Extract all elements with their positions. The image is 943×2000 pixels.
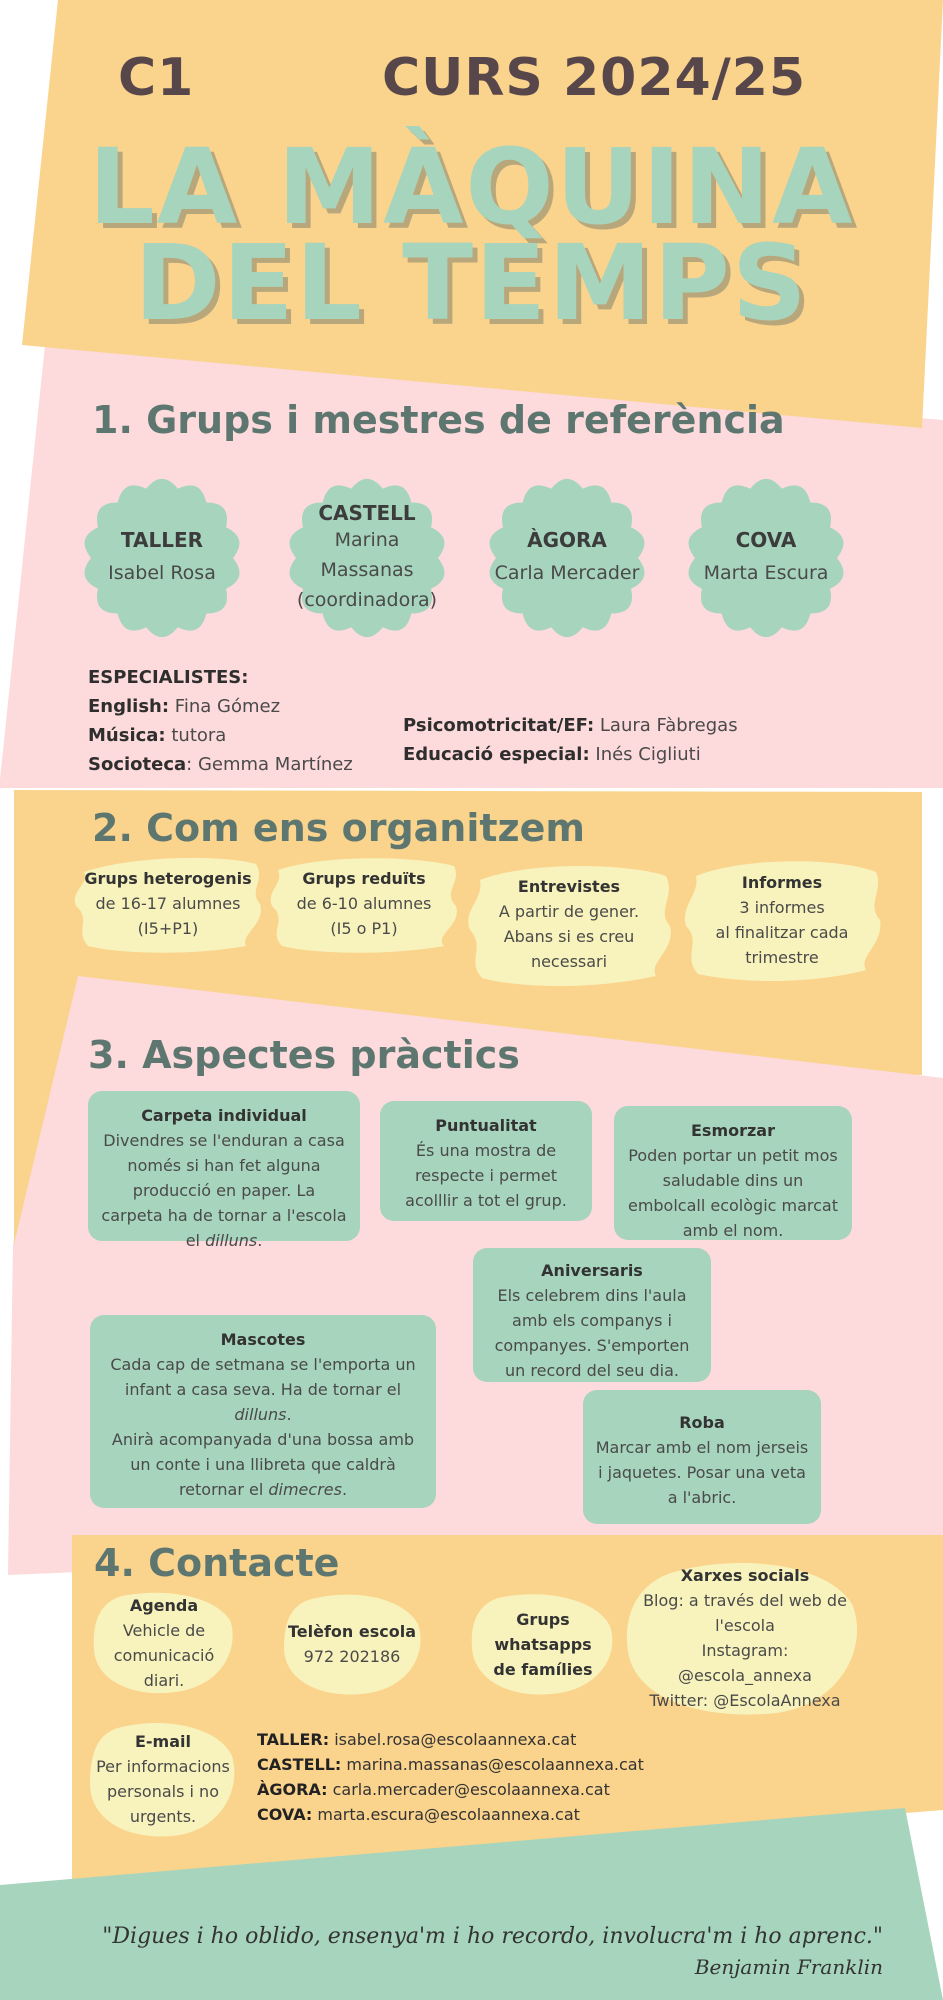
card-text: Marcar amb el nom jerseis i jaquetes. Posar una veta a l'abric. xyxy=(595,1438,809,1507)
contact-line: personals i no xyxy=(107,1782,219,1801)
specialist-name: tutora xyxy=(171,725,227,746)
main-title-line2: DEL TEMPS xyxy=(134,222,809,344)
card-title: Aniversaris xyxy=(541,1261,643,1280)
org-item-title: Informes xyxy=(741,873,823,892)
course-code: C1 xyxy=(118,48,195,108)
contact-social xyxy=(626,1560,864,1716)
contact-telefon xyxy=(282,1592,422,1696)
group-name: TALLER xyxy=(120,528,204,552)
specialists-heading: ESPECIALISTES: xyxy=(88,667,249,688)
specialist-role: Educació especial: xyxy=(403,744,590,765)
specialist-role: Música: xyxy=(88,725,166,746)
org-item-line: Abans si es creu xyxy=(503,927,635,946)
email-group: CASTELL: xyxy=(257,1755,342,1774)
card-text xyxy=(102,1352,424,1427)
org-reports xyxy=(680,854,884,986)
specialist-name: Inés Cigliuti xyxy=(595,744,701,765)
instagram-handle: @escola_annexa xyxy=(678,1666,812,1685)
card-text: Els celebrem dins l'aula amb els companys i companyes. S'emporten un record del seu dia. xyxy=(494,1286,690,1380)
card-aniversaris xyxy=(473,1248,711,1382)
card-text-part: Cada cap de setmana se l'emporta un infant a casa seva. Ha de tornar el xyxy=(110,1355,416,1399)
org-item-line: (I5+P1) xyxy=(137,918,199,938)
email-group: ÀGORA: xyxy=(257,1780,328,1799)
email-address[interactable]: isabel.rosa@escolaannexa.cat xyxy=(334,1730,577,1749)
card-text-emphasis: dilluns xyxy=(205,1231,258,1250)
specialist-row xyxy=(403,740,738,769)
specialists-right xyxy=(403,711,738,769)
specialist-name: Laura Fàbregas xyxy=(599,715,738,736)
card-title: Esmorzar xyxy=(690,1121,775,1140)
card-text-part: . xyxy=(257,1231,263,1250)
contact-title: Grups whatsapps xyxy=(494,1609,592,1654)
org-reduced-groups xyxy=(266,850,462,956)
card-esmorzar xyxy=(614,1106,852,1240)
email-group: TALLER: xyxy=(257,1730,330,1749)
group-castell xyxy=(279,470,455,646)
org-item-title: Grups reduïts xyxy=(302,868,426,888)
org-item-line: de 6-10 alumnes xyxy=(296,893,432,913)
org-item-title: Entrevistes xyxy=(517,877,621,896)
contact-line: Per informacions xyxy=(96,1757,230,1776)
org-item-line: al finalitzar cada xyxy=(715,923,849,942)
specialist-row xyxy=(88,721,353,750)
twitter-handle: Twitter: @EscolaAnnexa xyxy=(649,1691,841,1710)
specialist-row xyxy=(403,711,738,740)
email-list xyxy=(257,1727,644,1827)
org-item-title: Grups heterogenis xyxy=(84,868,252,888)
email-address[interactable]: marta.escura@escolaannexa.cat xyxy=(317,1805,580,1824)
contact-line: comunicació diari. xyxy=(113,1646,215,1690)
contact-title: de famílies xyxy=(493,1659,593,1679)
card-text-emphasis: dilluns xyxy=(234,1405,287,1424)
org-item-line: necessari xyxy=(530,952,608,971)
card-text xyxy=(100,1128,348,1253)
specialist-name: Fina Gómez xyxy=(174,696,281,717)
card-text-part: Divendres se l'enduran a casa només si han fet alguna producció en paper. La carpeta ha de tornar a l'escola el xyxy=(101,1131,347,1250)
org-item-line: (I5 o P1) xyxy=(330,918,398,938)
card-text-emphasis: dimecres xyxy=(268,1480,342,1499)
group-teacher: Marina Massanas (coordinadora) xyxy=(296,529,438,611)
org-item-line: 3 informes xyxy=(739,898,825,917)
contact-line: Blog: a través del web de xyxy=(643,1591,847,1610)
group-name: COVA xyxy=(735,528,797,552)
contact-line: urgents. xyxy=(129,1807,197,1826)
card-text: Poden portar un petit mos saludable dins un embolcall ecològic marcat amb el nom. xyxy=(627,1146,839,1240)
contact-line: Vehicle de xyxy=(122,1621,206,1640)
card-text-part: . xyxy=(286,1405,292,1424)
specialist-row xyxy=(88,750,353,779)
org-interviews xyxy=(462,858,676,990)
footer-author: Benjamin Franklin xyxy=(694,1955,883,1979)
card-carpeta xyxy=(88,1091,360,1250)
group-taller xyxy=(74,470,250,646)
card-text-part: Anirà acompanyada d'una bossa amb un conte i una llibreta que caldrà retornar el xyxy=(111,1430,415,1499)
course-year: CURS 2024/25 xyxy=(382,48,807,108)
email-group: COVA: xyxy=(257,1805,313,1824)
specialist-row xyxy=(88,692,353,721)
org-item-line: trimestre xyxy=(745,948,819,967)
specialist-name: : Gemma Martínez xyxy=(186,754,353,775)
specialist-role: English: xyxy=(88,696,170,717)
section2-title: 2. Com ens organitzem xyxy=(92,806,586,850)
org-heterogeneous-groups xyxy=(70,850,266,956)
email-row xyxy=(257,1752,644,1777)
group-teacher: Marta Escura xyxy=(703,562,829,584)
card-roba xyxy=(583,1390,821,1524)
email-row xyxy=(257,1777,644,1802)
section3-title: 3. Aspectes pràctics xyxy=(88,1033,520,1077)
contact-title: Telèfon escola xyxy=(287,1622,417,1641)
contact-title: Xarxes socials xyxy=(680,1566,810,1585)
contact-title: Agenda xyxy=(129,1596,199,1615)
footer-quote: "Digues i ho oblido, ensenya'm i ho recordo, involucra'm i ho aprenc." xyxy=(102,1924,883,1949)
card-title: Carpeta individual xyxy=(141,1106,307,1125)
contact-email xyxy=(88,1720,238,1838)
group-cova xyxy=(678,470,854,646)
contact-title: E-mail xyxy=(134,1732,191,1751)
specialists-left xyxy=(88,663,353,779)
group-name: CASTELL xyxy=(318,501,416,525)
specialist-role: Psicomotricitat/EF: xyxy=(403,715,595,736)
org-item-line: A partir de gener. xyxy=(498,902,640,921)
group-name: ÀGORA xyxy=(527,528,607,552)
email-address[interactable]: carla.mercader@escolaannexa.cat xyxy=(332,1780,610,1799)
contact-line: Instagram: xyxy=(701,1641,789,1660)
section1-title: 1. Grups i mestres de referència xyxy=(92,398,785,442)
section4-title: 4. Contacte xyxy=(94,1541,340,1585)
card-mascotes xyxy=(90,1315,436,1508)
card-title: Roba xyxy=(679,1413,725,1432)
group-teacher: Carla Mercader xyxy=(494,562,640,584)
org-item-line: de 16-17 alumnes xyxy=(95,893,241,913)
card-title: Mascotes xyxy=(220,1330,306,1349)
phone-number: 972 202186 xyxy=(303,1647,401,1666)
email-row xyxy=(257,1802,644,1827)
contact-agenda xyxy=(92,1590,236,1696)
contact-line: l'escola xyxy=(715,1616,775,1635)
card-title: Puntualitat xyxy=(435,1116,537,1135)
main-title-line1: LA MÀQUINA xyxy=(88,126,855,248)
group-agora xyxy=(479,470,655,646)
specialist-role: Socioteca xyxy=(88,754,187,775)
contact-whatsapp xyxy=(470,1592,616,1696)
card-text-part: . xyxy=(341,1480,348,1499)
email-address[interactable]: marina.massanas@escolaannexa.cat xyxy=(346,1755,644,1774)
group-teacher: Isabel Rosa xyxy=(108,562,216,584)
card-text: És una mostra de respecte i permet acolllir a tot el grup. xyxy=(405,1141,567,1210)
card-text xyxy=(102,1427,424,1502)
email-row xyxy=(257,1727,644,1752)
card-puntualitat xyxy=(380,1101,592,1221)
